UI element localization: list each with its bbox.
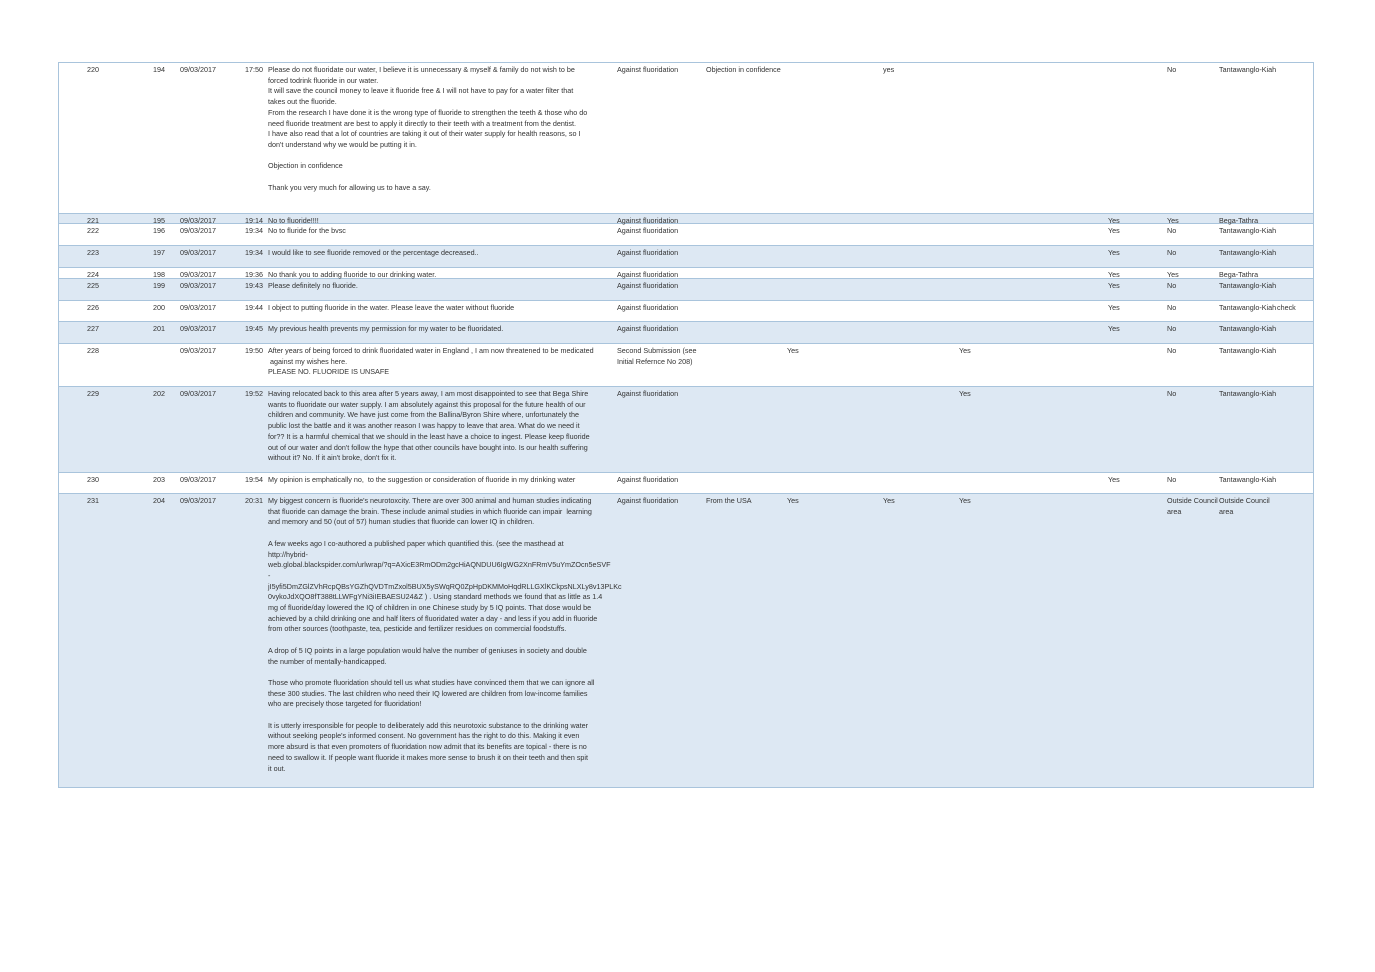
flag-5: No: [1167, 389, 1177, 398]
submission-number: 204: [153, 496, 165, 505]
submission-date: 09/03/2017: [180, 226, 216, 235]
table-row: [59, 224, 1313, 246]
submission-time: 17:50: [245, 65, 263, 74]
table-row: [59, 473, 1313, 494]
position: Against fluoridation: [617, 281, 679, 290]
submission-number: 200: [153, 303, 165, 312]
flag-5: No: [1167, 303, 1177, 312]
comment-text: Please definitely no fluoride.: [268, 281, 358, 290]
submission-date: 09/03/2017: [180, 389, 216, 398]
flag-3: Yes: [959, 389, 971, 398]
table-row: [59, 494, 1313, 787]
position: Against fluoridation: [617, 496, 679, 505]
check-note: check: [1277, 303, 1296, 312]
submission-time: 19:34: [245, 226, 263, 235]
region: Bega-Tathra: [1219, 270, 1259, 279]
flag-5: No: [1167, 324, 1177, 333]
submission-number: 198: [153, 270, 165, 279]
flag-2: Yes: [883, 496, 895, 505]
comment-text: No to fluride for the bvsc: [268, 226, 346, 235]
submission-number: 201: [153, 324, 165, 333]
flag-5: Outside Council area: [1167, 496, 1218, 516]
note: Objection in confidence: [706, 65, 781, 74]
position: Against fluoridation: [617, 475, 679, 484]
submission-number: 195: [153, 216, 165, 225]
table-row: [59, 63, 1313, 214]
comment-text: Please do not fluoridate our water, I believe it is unnecessary & myself & family do not wish to be forced todrink fluoride in our water. It will save the council money to leave it fluoride free & I will not have to pay for a water filter that takes out the fluoride. From the research I have done it is the wrong type of fluoride to strengthen the teeth & those who do need fluoride treatment are best to apply it directly to their teeth with a treatment from the dentist. I have also read that a lot of countries are taking it out of their water supply for health reasons, so I don't understand why we would be putting it in. Objection in confidence Thank you very much for allowing us to have a say.: [268, 65, 588, 192]
flag-5: Yes: [1167, 216, 1179, 225]
region: Tantawanglo-Kiah: [1219, 281, 1277, 290]
flag-5: No: [1167, 475, 1177, 484]
submission-time: 19:36: [245, 270, 263, 279]
position: Against fluoridation: [617, 65, 679, 74]
region: Bega-Tathra: [1219, 216, 1259, 225]
flag-4: Yes: [1108, 270, 1120, 279]
table-row: [59, 322, 1313, 344]
row-id: 223: [87, 248, 99, 257]
position: Second Submission (see Initial Refernce No 208): [617, 346, 697, 366]
row-id: 226: [87, 303, 99, 312]
submission-number: 203: [153, 475, 165, 484]
comment-text: No thank you to adding fluoride to our drinking water.: [268, 270, 437, 279]
submission-date: 09/03/2017: [180, 324, 216, 333]
flag-2: yes: [883, 65, 895, 74]
region: Tantawanglo-Kiah: [1219, 475, 1277, 484]
submission-date: 09/03/2017: [180, 216, 216, 225]
region: Tantawanglo-Kiah: [1219, 346, 1277, 355]
flag-1: Yes: [787, 496, 799, 505]
flag-4: Yes: [1108, 303, 1120, 312]
position: Against fluoridation: [617, 389, 679, 398]
row-id: 230: [87, 475, 99, 484]
row-id: 224: [87, 270, 99, 279]
comment-text: I would like to see fluoride removed or the percentage decreased..: [268, 248, 479, 257]
submission-number: 194: [153, 65, 165, 74]
comment-text: I object to putting fluoride in the water. Please leave the water without fluoride: [268, 303, 515, 312]
submission-time: 19:14: [245, 216, 263, 225]
table-row: [59, 279, 1313, 301]
comment-text: Having relocated back to this area after 5 years away, I am most disappointed to see that Bega Shire wants to fluoridate our water supply. I am absolutely against this proposal for the future health of our children and community. We have just come from the Ballina/Byron Shire where, unfortunately the public lost the battle and it was another reason I was happy to leave that area. What do we need it for?? It is a harmful chemical that we should in the least have a choice to ingest. Please keep fluoride out of our water and don't follow the hype that other councils have bought into. Is our health suffering without it? No. If it ain't broke, don't fix it.: [268, 389, 590, 463]
submission-number: 199: [153, 281, 165, 290]
comment-text: After years of being forced to drink fluoridated water in England , I am now threatened to be medicated against my wishes here. PLEASE NO. FLUORIDE IS UNSAFE: [268, 346, 594, 377]
row-id: 231: [87, 496, 99, 505]
region: Tantawanglo-Kiah: [1219, 303, 1277, 312]
position: Against fluoridation: [617, 324, 679, 333]
region: Tantawanglo-Kiah: [1219, 324, 1277, 333]
submission-date: 09/03/2017: [180, 346, 216, 355]
submission-date: 09/03/2017: [180, 281, 216, 290]
comment-text: No to fluoride!!!!: [268, 216, 319, 225]
flag-4: Yes: [1108, 226, 1120, 235]
position: Against fluoridation: [617, 270, 679, 279]
submission-date: 09/03/2017: [180, 303, 216, 312]
submission-time: 19:50: [245, 346, 263, 355]
region: Tantawanglo-Kiah: [1219, 65, 1277, 74]
submissions-table: [58, 62, 1314, 788]
flag-5: No: [1167, 281, 1177, 290]
submission-time: 19:54: [245, 475, 263, 484]
region: Outside Council area: [1219, 496, 1270, 516]
submission-time: 20:31: [245, 496, 263, 505]
comment-text: My biggest concern is fluoride's neurotoxcity. There are over 300 animal and human studies indicating that fluoride can damage the brain. These include animal studies in which fluoride can impair learning and memory and 50 (out of 57) human studies that fluoride can lower IQ in children. A few weeks ago I co-authored a published paper which quantified this. (see the masthead at http://hybrid- web.global.blackspider.com/urlwrap/?q=AXicE3RmODm2gcHiAQNDUU6IgWG2XnFRmV5uYmZOcn5eSVF - jI5yfi5DmZGlZVhRcpQBsYGZhQVDTmZxol5BUX5ySWqRQ0ZpHpDKMMoHqdRLLGXlKCkpsNLXLy8v13PLKc 0vykoJdXQO8fT388tLLWFgYNi3iIEBAESU24&Z ) . Using standard methods we found that as little as 1.4 mg of fluoride/day lowered the IQ of children in one Chinese study by 5 IQ points. That dose would be achieved by a child drinking one and half liters of fluoridated water a day - and less if you add in fluoride from other sources (toothpaste, tea, pesticide and fertilizer residues on commercial foodstuffs. A drop of 5 IQ points in a large population would halve the number of geniuses in society and double the number of mentally-handicapped. Those who promote fluoridation should tell us what studies have convinced them that we can ignore all these 300 studies. The last children who need their IQ lowered are children from low-income families who are precisely those targeted for fluoridation! It is utterly irresponsible for people to deliberately add this neurotoxic substance to the drinking water without seeking people's informed consent. No government has the right to do this. Making it even more absurd is that even promoters of fluoridation now admit that its benefits are topical - there is no need to swallow it. If people want fluoride it makes more sense to brush it on their teeth and then spit it out.: [268, 496, 622, 773]
submission-date: 09/03/2017: [180, 496, 216, 505]
table-row: [59, 301, 1313, 322]
row-id: 220: [87, 65, 99, 74]
submission-date: 09/03/2017: [180, 248, 216, 257]
table-row: [59, 387, 1313, 473]
comment-text: My opinion is emphatically no, to the suggestion or consideration of fluoride in my drinking water: [268, 475, 576, 484]
table-row: [59, 268, 1313, 279]
table-row: [59, 344, 1313, 387]
submission-date: 09/03/2017: [180, 475, 216, 484]
flag-4: Yes: [1108, 475, 1120, 484]
flag-5: No: [1167, 226, 1177, 235]
flag-3: Yes: [959, 346, 971, 355]
flag-5: No: [1167, 65, 1177, 74]
submission-date: 09/03/2017: [180, 270, 216, 279]
region: Tantawanglo-Kiah: [1219, 389, 1277, 398]
submission-time: 19:44: [245, 303, 263, 312]
table-row: [59, 246, 1313, 268]
comment-text: My previous health prevents my permission for my water to be fluoridated.: [268, 324, 504, 333]
submission-number: 196: [153, 226, 165, 235]
position: Against fluoridation: [617, 303, 679, 312]
row-id: 229: [87, 389, 99, 398]
submission-time: 19:34: [245, 248, 263, 257]
flag-1: Yes: [787, 346, 799, 355]
submission-number: 197: [153, 248, 165, 257]
row-id: 225: [87, 281, 99, 290]
region: Tantawanglo-Kiah: [1219, 226, 1277, 235]
flag-4: Yes: [1108, 248, 1120, 257]
row-id: 221: [87, 216, 99, 225]
flag-4: Yes: [1108, 281, 1120, 290]
flag-5: No: [1167, 346, 1177, 355]
submission-time: 19:45: [245, 324, 263, 333]
flag-3: Yes: [959, 496, 971, 505]
flag-4: Yes: [1108, 324, 1120, 333]
row-id: 227: [87, 324, 99, 333]
position: Against fluoridation: [617, 248, 679, 257]
flag-5: Yes: [1167, 270, 1179, 279]
row-id: 222: [87, 226, 99, 235]
submission-time: 19:52: [245, 389, 263, 398]
submission-time: 19:43: [245, 281, 263, 290]
submission-date: 09/03/2017: [180, 65, 216, 74]
flag-4: Yes: [1108, 216, 1120, 225]
flag-5: No: [1167, 248, 1177, 257]
region: Tantawanglo-Kiah: [1219, 248, 1277, 257]
row-id: 228: [87, 346, 99, 355]
table-row: [59, 214, 1313, 224]
note: From the USA: [706, 496, 752, 505]
position: Against fluoridation: [617, 226, 679, 235]
submission-number: 202: [153, 389, 165, 398]
position: Against fluoridation: [617, 216, 679, 225]
